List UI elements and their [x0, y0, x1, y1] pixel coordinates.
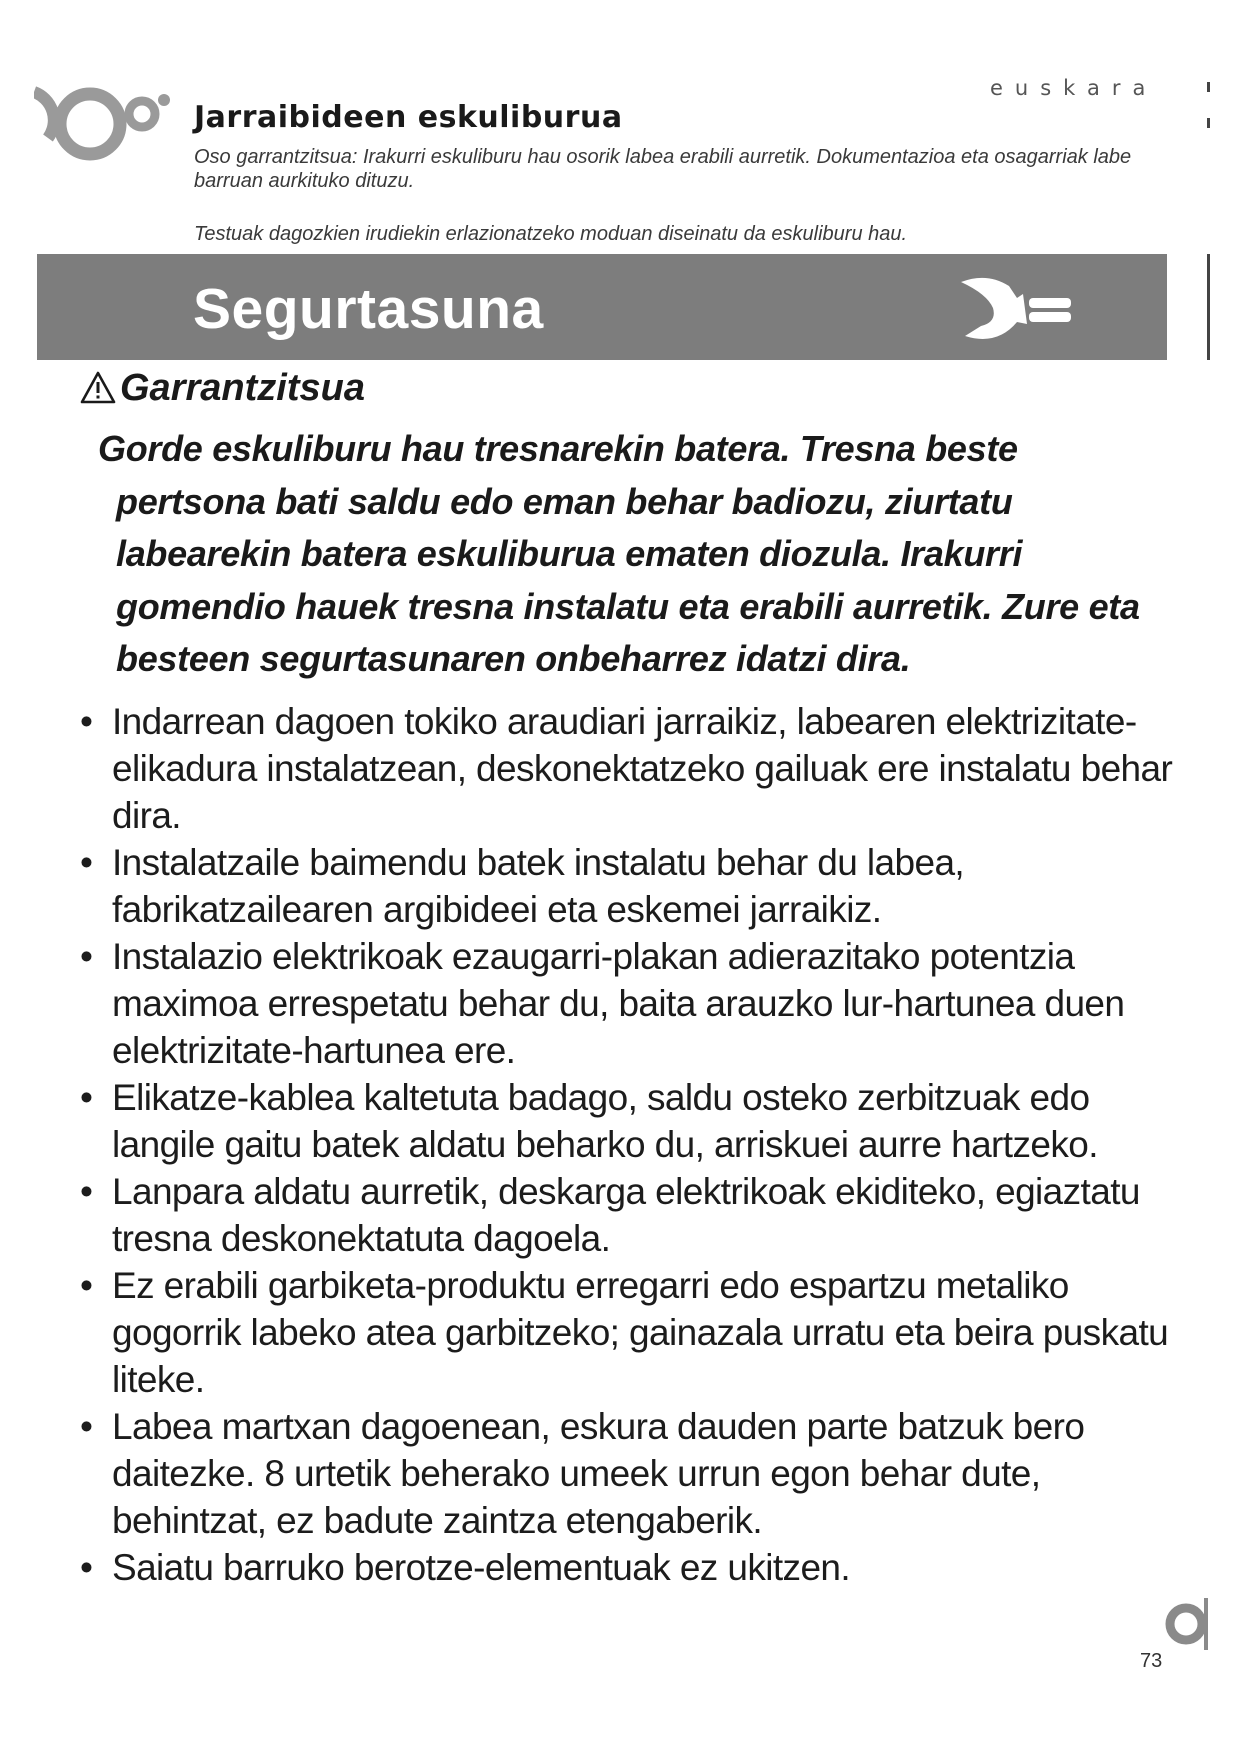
edge-mark: [1207, 254, 1210, 360]
list-item: • Instalazio elektrikoak ezaugarri-plakan adierazitako potentzia maximoa errespetatu behar du, baita arauzko lur-hartunea duen elektrizitate-hartunea ere.: [80, 933, 1180, 1074]
ring-decoration-icon: [1164, 1598, 1208, 1650]
wrench-icon: [957, 272, 1127, 346]
edge-mark: [1207, 118, 1210, 128]
manual-title: Jarraibideen eskuliburua: [194, 100, 623, 135]
section-title: Segurtasuna: [193, 277, 544, 341]
section-banner: [37, 254, 1167, 360]
page-number: 73: [1140, 1650, 1163, 1672]
language-label: euskara: [990, 76, 1158, 100]
intro-note: Testuak dagozkien irudiekin erlazionatzeko moduan diseinatu da eskuliburu hau.: [194, 223, 908, 245]
safety-list: [80, 698, 1180, 1591]
important-heading: [80, 366, 365, 410]
list-item: • Lanpara aldatu aurretik, deskarga elektrikoak ekiditeko, egiaztatu tresna deskonektatuta dagoela.: [80, 1168, 1180, 1262]
list-item: • Instalatzaile baimendu batek instalatu behar du labea, fabrikatzailearen argibideei eta eskemei jarraikiz.: [80, 839, 1180, 933]
list-item: • Saiatu barruko berotze-elementuak ez ukitzen.: [80, 1544, 1180, 1591]
important-label: Garrantzitsua: [120, 366, 365, 409]
list-item: • Labea martxan dagoenean, eskura dauden parte batzuk bero daitezke. 8 urtetik beherako umeek urrun egon behar dute, behintzat, ez badute zaintza etengaberik.: [80, 1403, 1180, 1544]
list-item: • Elikatze-kablea kaltetuta badago, saldu osteko zerbitzuak edo langile gaitu batek aldatu beharko du, arriskuei aurre hartzeko.: [80, 1074, 1180, 1168]
brand-logo-icon: [34, 78, 174, 178]
list-item: • Indarrean dagoen tokiko araudiari jarraikiz, labearen elektrizitate-elikadura instalatzean, deskonektatzeko gailuak ere instalatu behar dira.: [80, 698, 1180, 839]
important-warning-text: Gorde eskuliburu hau tresnarekin batera. Tresna beste pertsona bati saldu edo eman behar badiozu, ziurtatu labearekin batera eskuliburua ematen diozula. Irakurri gomendio hauek tresna instalatu eta erabili aurretik. Zure eta besteen segurtasunaren onbeharrez idatzi dira.: [98, 428, 1140, 679]
list-item: • Ez erabili garbiketa-produktu erregarri edo espartzu metaliko gogorrik labeko atea garbitzeko; gainazala urratu eta beira puskatu liteke.: [80, 1262, 1180, 1403]
edge-mark: [1207, 82, 1210, 92]
intro-paragraph: Oso garrantzitsua: Irakurri eskuliburu hau osorik labea erabili aurretik. Dokumentazioa eta osagarriak labe barruan aurkituko dituzu.: [194, 146, 1132, 192]
warning-triangle-icon: [80, 370, 116, 406]
